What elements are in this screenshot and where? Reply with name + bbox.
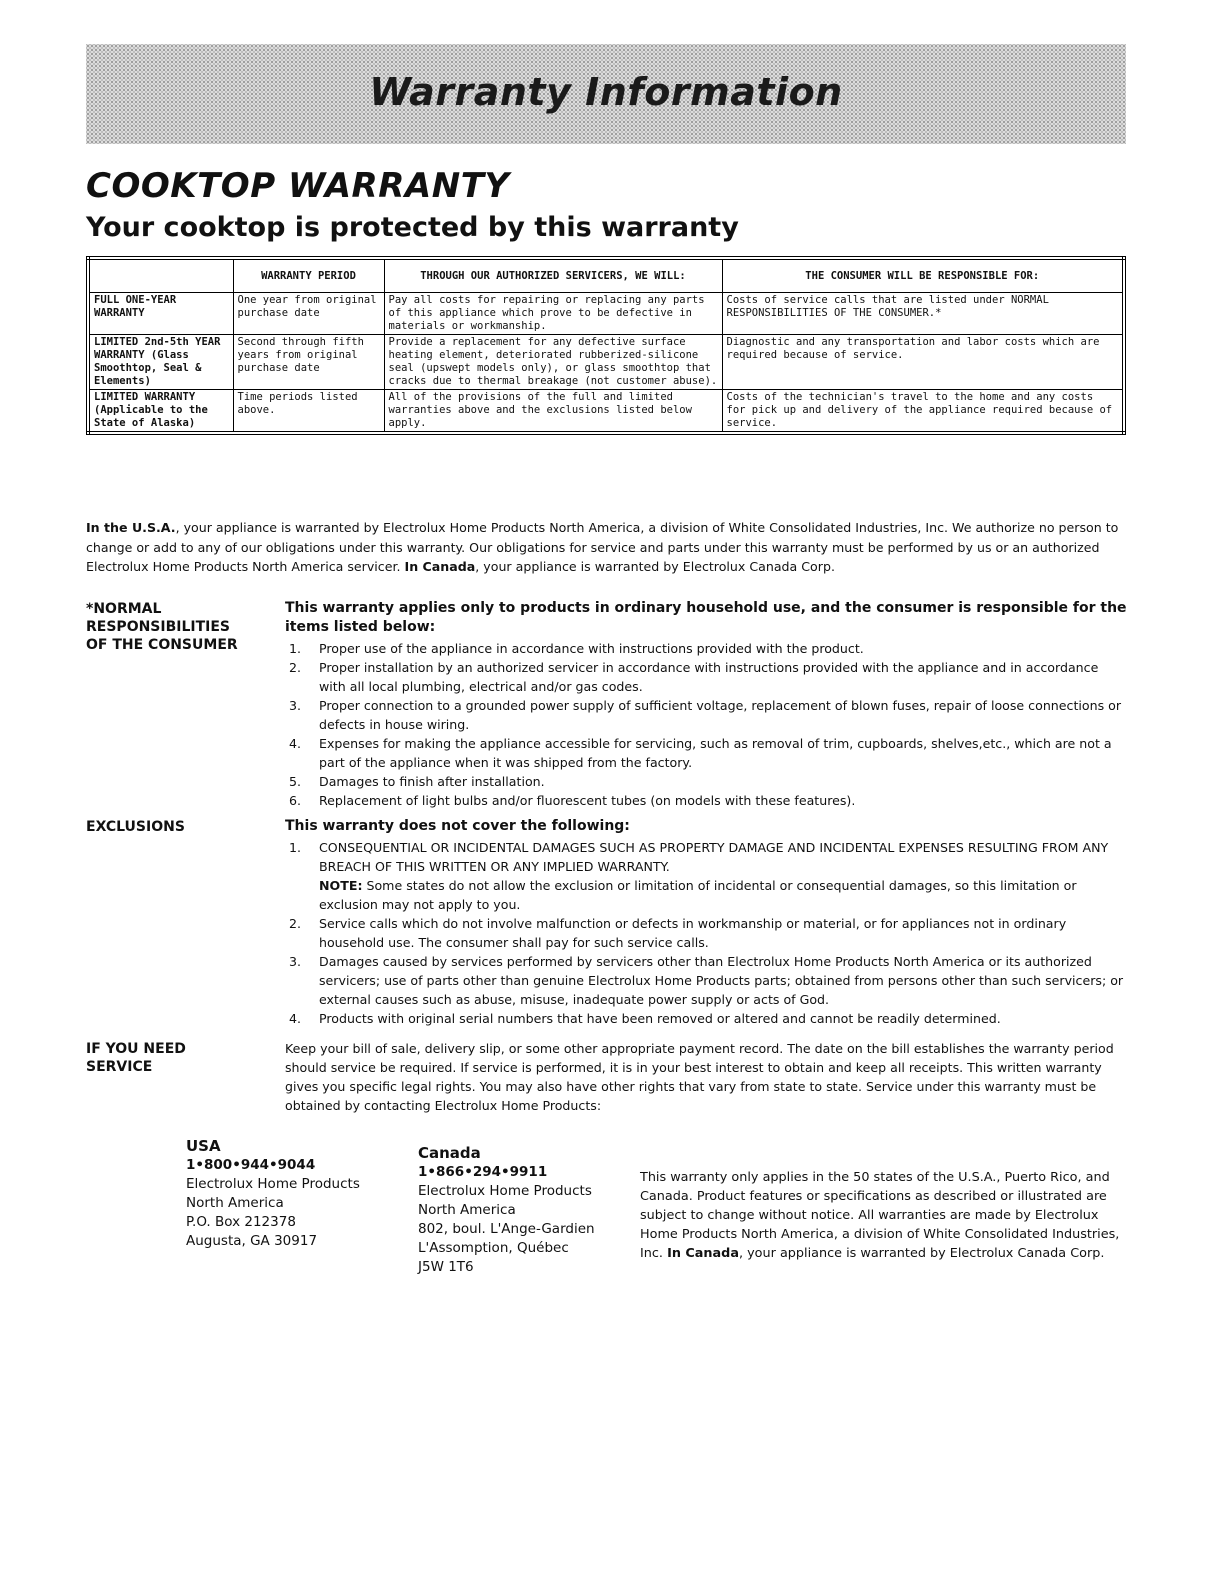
- address-line: P.O. Box 212378: [186, 1214, 296, 1230]
- intro-paragraph: [86, 518, 1130, 577]
- list-item: 4. Products with original serial numbers that have been removed or altered and cannot be readily determined.: [288, 1011, 1001, 1026]
- table-header-cell: THE CONSUMER WILL BE RESPONSIBLE FOR:: [722, 258, 1124, 293]
- warranty-type-cell: LIMITED WARRANTY (Applicable to the State of Alaska): [88, 390, 233, 434]
- list-item: 3. Damages caused by services performed by servicers other than Electrolux Home Products North America or its authorized servicers; use of parts other than genuine Electrolux Home Products parts; obtained from persons other than such servicers; or external causes such as abuse, misuse, inadequate power supply or acts of God.: [288, 954, 1124, 1007]
- table-header-row: [88, 258, 1124, 293]
- list-item: 6. Replacement of light bulbs and/or fluorescent tubes (on models with these features).: [288, 793, 856, 808]
- intro-text-2: , your appliance is warranted by Electrolux Canada Corp.: [475, 559, 835, 574]
- address-line: Electrolux Home Products: [186, 1176, 360, 1192]
- normal-responsibilities-section: [285, 599, 1128, 810]
- we-will-cell: All of the provisions of the full and limited warranties above and the exclusions listed below apply.: [384, 390, 722, 434]
- warranty-period-cell: Time periods listed above.: [233, 390, 384, 434]
- consumer-cell: Diagnostic and any transportation and labor costs which are required because of service.: [722, 335, 1124, 390]
- usa-lead: In the U.S.A.: [86, 520, 176, 535]
- page-subtitle: Your cooktop is protected by this warranty: [86, 212, 739, 243]
- banner-title: Warranty Information: [369, 70, 843, 114]
- address-line: Electrolux Home Products: [418, 1183, 592, 1199]
- warranty-period-cell: One year from original purchase date: [233, 293, 384, 335]
- intro-text-1: , your appliance is warranted by Electrolux Home Products North America, a division of White Consolidated Industries, Inc. We authorize no person to change or add to any of our obligations under this warranty. Our obligations for service and parts under this warranty must be performed by us or an authorized Electrolux Home Products North America servicer.: [86, 520, 1119, 574]
- list-item: 4. Expenses for making the appliance accessible for servicing, such as removal of trim, cupboards, shelves,etc., which are not a part of the appliance when it was shipped from the factory.: [288, 736, 1112, 770]
- warranty-table: [86, 256, 1126, 435]
- we-will-cell: Provide a replacement for any defective surface heating element, deteriorated rubberized-silicone seal (upswept models only), or glass smoothtop that cracks due to thermal breakage (not customer abuse).: [384, 335, 722, 390]
- coverage-note: This warranty only applies in the 50 states of the U.S.A., Puerto Rico, and Canada. Product features or specifications as described or illustrated are subject to change without notice. All warranties are made by Electrolux Home Products North America, a division of White Consolidated Industries, Inc. In Canada, your appliance is warranted by Electrolux Canada Corp.: [640, 1170, 1120, 1261]
- address-line: Augusta, GA 30917: [186, 1233, 318, 1249]
- usa-contact: [186, 1137, 360, 1251]
- list-item: 5. Damages to finish after installation.: [288, 774, 545, 789]
- address-line: L'Assomption, Québec: [418, 1240, 569, 1256]
- table-header-cell: [88, 258, 233, 293]
- table-header-cell: THROUGH OUR AUTHORIZED SERVICERS, WE WILL:: [384, 258, 722, 293]
- exclusions-label: EXCLUSIONS: [86, 819, 185, 835]
- consumer-cell: Costs of the technician's travel to the home and any costs for pick up and delivery of the appliance required because of service.: [722, 390, 1124, 434]
- list-item: 1. CONSEQUENTIAL OR INCIDENTAL DAMAGES SUCH AS PROPERTY DAMAGE AND INCIDENTAL EXPENSES RESULTING FROM ANY BREACH OF THIS WRITTEN OR ANY IMPLIED WARRANTY. NOTE: Some states do not allow the exclusion or limitation of incidental or consequential damages, so this limitation or exclusion may not apply to you.: [288, 840, 1109, 912]
- canada-lead: In Canada: [667, 1246, 739, 1261]
- service-label: IF YOU NEED SERVICE: [86, 1041, 186, 1075]
- canada-lead: In Canada: [404, 559, 476, 574]
- address-line: North America: [186, 1195, 284, 1211]
- we-will-cell: Pay all costs for repairing or replacing any parts of this appliance which prove to be defective in materials or workmanship.: [384, 293, 722, 335]
- table-row: [88, 293, 1124, 335]
- canada-contact: [418, 1144, 595, 1277]
- table-header-cell: WARRANTY PERIOD: [233, 258, 384, 293]
- exclusions-section: [285, 817, 1128, 1028]
- address-line: North America: [418, 1202, 516, 1218]
- address-line: J5W 1T6: [418, 1259, 474, 1275]
- normal-responsibilities-label: *NORMAL RESPONSIBILITIES OF THE CONSUMER: [86, 601, 238, 653]
- service-text: Keep your bill of sale, delivery slip, or some other appropriate payment record. The date on the bill establishes the warranty period should service be required. If service is performed, it is in your best interest to obtain and keep all receipts. This written warranty gives you specific legal rights. You may also have other rights that vary from state to state. Service under this warranty must be obtained by contacting Electrolux Home Products:: [285, 1041, 1114, 1113]
- note-label: NOTE:: [319, 878, 363, 893]
- exclusions-heading: This warranty does not cover the following:: [285, 818, 630, 834]
- usa-heading: USA: [186, 1137, 221, 1155]
- responsibilities-list: [285, 639, 1128, 810]
- warranty-type-cell: LIMITED 2nd-5th YEAR WARRANTY (Glass Smoothtop, Seal & Elements): [88, 335, 233, 390]
- list-item: 1. Proper use of the appliance in accordance with instructions provided with the product.: [288, 641, 864, 656]
- normal-responsibilities-heading: This warranty applies only to products in ordinary household use, and the consumer is responsible for the items listed below:: [285, 600, 1127, 635]
- list-item: 2. Service calls which do not involve malfunction or defects in workmanship or material, or for appliances not in ordinary household use. The consumer shall pay for such service calls.: [288, 916, 1067, 950]
- canada-phone: 1•866•294•9911: [418, 1164, 548, 1180]
- warranty-type-cell: FULL ONE-YEAR WARRANTY: [88, 293, 233, 335]
- table-row: [88, 390, 1124, 434]
- exclusions-list: [285, 838, 1128, 1028]
- canada-heading: Canada: [418, 1144, 481, 1162]
- consumer-cell: Costs of service calls that are listed under NORMAL RESPONSIBILITIES OF THE CONSUMER.*: [722, 293, 1124, 335]
- table-row: [88, 335, 1124, 390]
- warranty-period-cell: Second through fifth years from original purchase date: [233, 335, 384, 390]
- address-line: 802, boul. L'Ange-Gardien: [418, 1221, 595, 1237]
- header-banner: [86, 44, 1126, 144]
- list-item: 3. Proper connection to a grounded power supply of sufficient voltage, replacement of blown fuses, repair of loose connections or defects in house wiring.: [288, 698, 1122, 732]
- page-title: COOKTOP WARRANTY: [86, 166, 510, 206]
- list-item: 2. Proper installation by an authorized servicer in accordance with instructions provided with the appliance and in accordance with all local plumbing, electrical and/or gas codes.: [288, 660, 1099, 694]
- usa-phone: 1•800•944•9044: [186, 1157, 316, 1173]
